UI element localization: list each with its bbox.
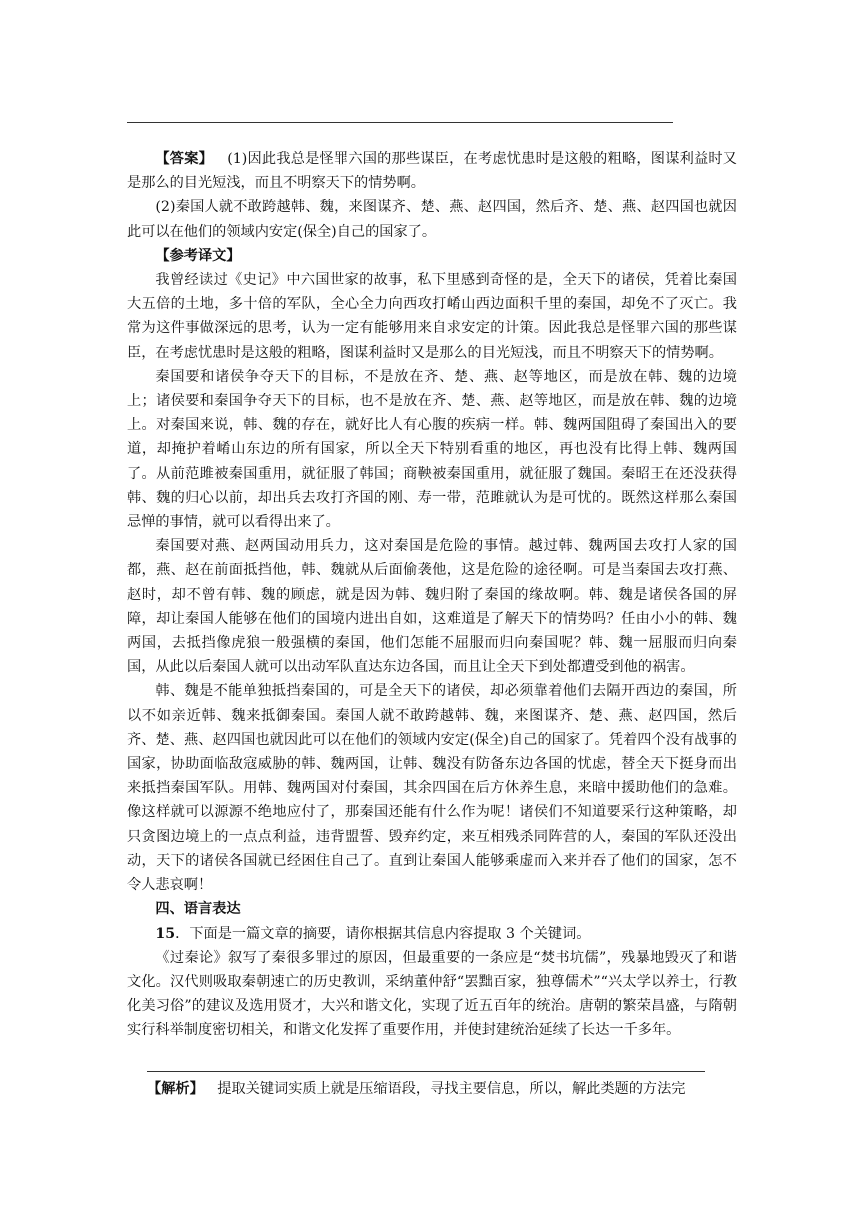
translation-paragraph-2: 秦国要和诸侯争夺天下的目标，不是放在齐、楚、燕、赵等地区，而是放在韩、魏的边境上；诸侯要和秦国争夺天下的目标，也不是放在齐、楚、燕、赵等地区，而是放在韩、魏的边境上。对秦国来说，韩、魏的存在，就好比人有心腹的疾病一样。韩、魏两国阻碍了秦国出入的要道，却掩护着崤山东边的所有国家，所以全天下特别看重的地区，再也没有比得上韩、魏两国了。从前范雎被秦国重用，就征服了韩国；商鞅被秦国重用，就征服了魏国。秦昭王在还没获得韩、魏的归心以前，却出兵去攻打齐国的刚、寿一带，范雎就认为是可忧的。既然这样那么秦国忌惮的事情，就可以看得出来了。 xyxy=(127,368,737,531)
translation-paragraph-3: 秦国要对燕、赵两国动用兵力，这对秦国是危险的事情。越过韩、魏两国去攻打人家的国都，燕、赵在前面抵挡他，韩、魏就从后面偷袭他，这是危险的途径啊。可是当秦国去攻打燕、赵时，却不曾有韩、魏的顾虑，就是因为韩、魏归附了秦国的缘故啊。韩、魏是诸侯各国的屏障，却让秦国人能够在他们的国境内进出自如，这难道是了解天下的情势吗？任由小小的韩、魏两国，去抵挡像虎狼一般强横的秦国，他们怎能不屈服而归向秦国呢？韩、魏一屈服而归向秦国，从此以后秦国人就可以出动军队直达东边各国，而且让全天下到处都遭受到他的祸害。 xyxy=(127,538,737,676)
translation-heading: 【参考译文】 xyxy=(155,247,241,264)
question-number: 15 xyxy=(155,925,176,942)
answer-block xyxy=(127,147,737,1043)
answer-label: 【答案】 xyxy=(155,151,214,167)
answer-text-1: (1)因此我总是怪罪六国的那些谋臣，在考虑忧患时是这般的粗略，图谋利益时又是那么的目光短浅，而且不明察天下的情势啊。 xyxy=(127,151,737,192)
analysis-block xyxy=(147,1077,747,1103)
analysis-text: 提取关键词实质上就是压缩语段，寻找主要信息，所以，解此类题的方法完 xyxy=(217,1081,686,1097)
question-15 xyxy=(127,922,737,946)
bottom-divider xyxy=(147,1071,705,1072)
question-passage: 《过秦论》叙写了秦很多罪过的原因，但最重要的一条应是“焚书坑儒”，残暴地毁灭了和谐文化。汉代则吸取秦朝速亡的历史教训，采纳董仲舒“罢黜百家，独尊儒术”“兴太学以养士，行教化美习俗”的建议及选用贤才，大兴和谐文化，实现了近五百年的统治。唐朝的繁荣昌盛，与隋朝实行科举制度密切相关，和谐文化发挥了重要作用，并使封建统治延续了长达一千多年。 xyxy=(127,949,737,1039)
top-divider xyxy=(127,122,673,123)
analysis-label: 【解析】 xyxy=(147,1081,204,1097)
analysis-line xyxy=(147,1077,747,1101)
section-heading: 四、语言表达 xyxy=(155,901,241,918)
translation-paragraph-1: 我曾经读过《史记》中六国世家的故事，私下里感到奇怪的是，全天下的诸侯，凭着比秦国大五倍的土地，多十倍的军队，全心全力向西攻打崤山西边面积千里的秦国，却免不了灭亡。我常为这件事做深远的思考，认为一定有能够用来自求安定的计策。因此我总是怪罪六国的那些谋臣，在考虑忧患时是这般的粗略，图谋利益时又是那么的目光短浅，而且不明察天下的情势啊。 xyxy=(127,272,737,361)
question-text: ．下面是一篇文章的摘要，请你根据其信息内容提取 3 个关键词。 xyxy=(175,925,591,942)
answer-paragraph-2: (2)秦国人就不敢跨越韩、魏，来图谋齐、楚、燕、赵四国，然后齐、楚、燕、赵四国也就因此可以在他们的领域内安定(保全)自己的国家了。 xyxy=(127,199,737,240)
translation-paragraph-4: 韩、魏是不能单独抵挡秦国的，可是全天下的诸侯，却必须靠着他们去隔开西边的秦国，所以不如亲近韩、魏来抵御秦国。秦国人就不敢跨越韩、魏，来图谋齐、楚、燕、赵四国，然后齐、楚、燕、赵四国也就因此可以在他们的领域内安定(保全)自己的国家了。凭着四个没有战事的国家，协助面临敌寇威胁的韩、魏两国，让韩、魏没有防备东边各国的忧虑，替全天下挺身而出来抵挡秦国军队。用韩、魏两国对付秦国，其余四国在后方休养生息，来暗中援助他们的急难。像这样就可以源源不绝地应付了，那秦国还能有什么作为呢！诸侯们不知道要采行这种策略，却只贪图边境上的一点点利益，违背盟誓、毁弃约定，来互相残杀同阵营的人，秦国的军队还没出动，天下的诸侯各国就已经困住自己了。直到让秦国人能够乘虚而入来并吞了他们的国家，怎不令人悲哀啊！ xyxy=(127,683,737,894)
answer-paragraph-1 xyxy=(127,147,737,195)
